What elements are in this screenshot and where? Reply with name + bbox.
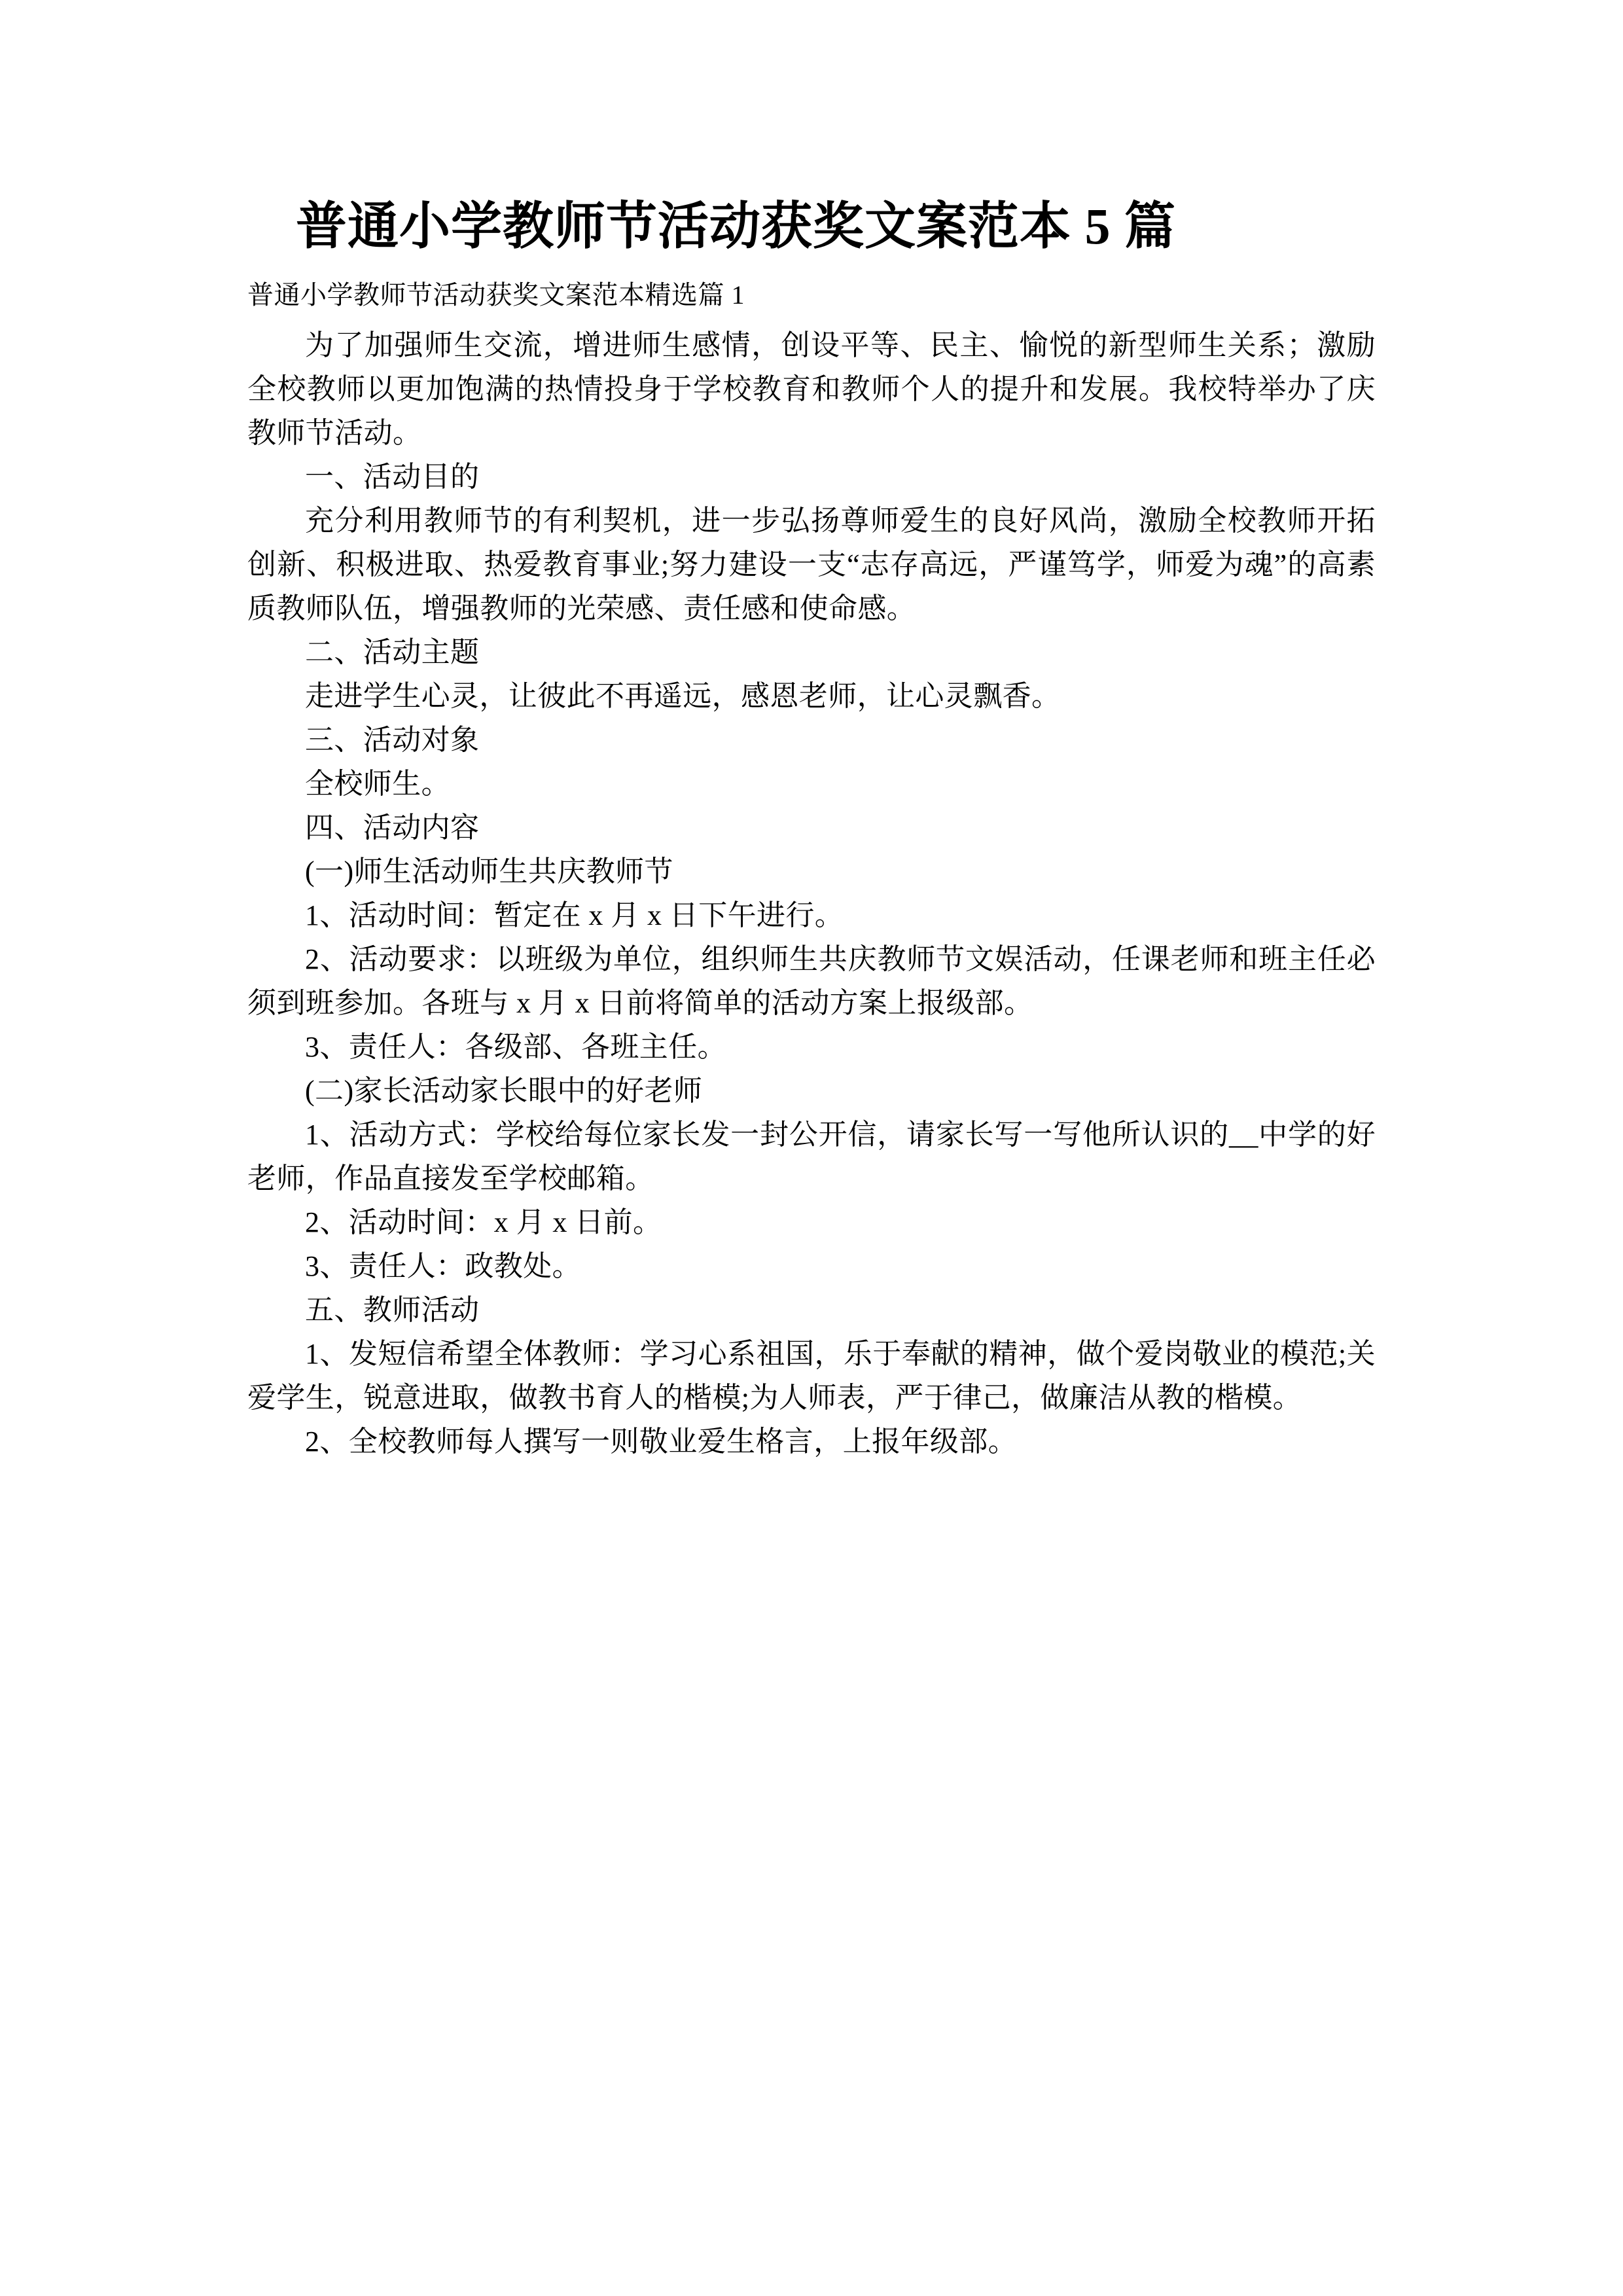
- section-heading: 二、活动主题: [305, 636, 480, 669]
- document-body: [247, 323, 1376, 1463]
- body-paragraph: 2、活动时间：x 月 x 日前。: [305, 1206, 662, 1239]
- body-paragraph: 2、全校教师每人撰写一则敬业爱生格言，上报年级部。: [305, 1426, 1017, 1458]
- body-paragraph: 1、发短信希望全体教师：学习心系祖国，乐于奉献的精神，做个爱岗敬业的模范;关爱学生，锐意进取，做教书育人的楷模;为人师表，严于律己，做廉洁从教的楷模。: [247, 1338, 1376, 1414]
- body-paragraph: 3、责任人：政教处。: [305, 1250, 581, 1283]
- body-paragraph: (一)师生活动师生共庆教师节: [305, 855, 673, 888]
- body-paragraph: 1、活动时间：暂定在 x 月 x 日下午进行。: [305, 899, 844, 932]
- body-paragraph: 为了加强师生交流，增进师生感情，创设平等、民主、愉悦的新型师生关系；激励全校教师以更加饱满的热情投身于学校教育和教师个人的提升和发展。我校特举办了庆教师节活动。: [247, 329, 1376, 450]
- page-title: 普通小学教师节活动获奖文案范本 5 篇: [296, 198, 1177, 255]
- section-heading: 四、活动内容: [305, 812, 480, 844]
- section-heading: 三、活动对象: [305, 724, 480, 757]
- section-heading: 五、教师活动: [305, 1294, 480, 1327]
- body-paragraph: 充分利用教师节的有利契机，进一步弘扬尊师爱生的良好风尚，激励全校教师开拓创新、积极进取、热爱教育事业;努力建设一支“志存高远，严谨笃学，师爱为魂”的高素质教师队伍，增强教师的光荣感、责任感和使命感。: [247, 505, 1376, 625]
- body-paragraph: 全校师生。: [305, 768, 450, 800]
- body-paragraph: 3、责任人：各级部、各班主任。: [305, 1031, 726, 1064]
- body-paragraph: 2、活动要求：以班级为单位，组织师生共庆教师节文娱活动，任课老师和班主任必须到班参加。各班与 x 月 x 日前将简单的活动方案上报级部。: [247, 943, 1376, 1020]
- body-paragraph: (二)家长活动家长眼中的好老师: [305, 1075, 703, 1107]
- document-subtitle: 普通小学教师节活动获奖文案范本精选篇 1: [247, 280, 745, 310]
- document-content: [247, 196, 1376, 1463]
- section-heading: 一、活动目的: [305, 461, 480, 493]
- body-paragraph: 走进学生心灵，让彼此不再遥远，感恩老师，让心灵飘香。: [305, 680, 1061, 713]
- body-paragraph: 1、活动方式：学校给每位家长发一封公开信，请家长写一写他所认识的__中学的好老师，作品直接发至学校邮箱。: [247, 1119, 1376, 1195]
